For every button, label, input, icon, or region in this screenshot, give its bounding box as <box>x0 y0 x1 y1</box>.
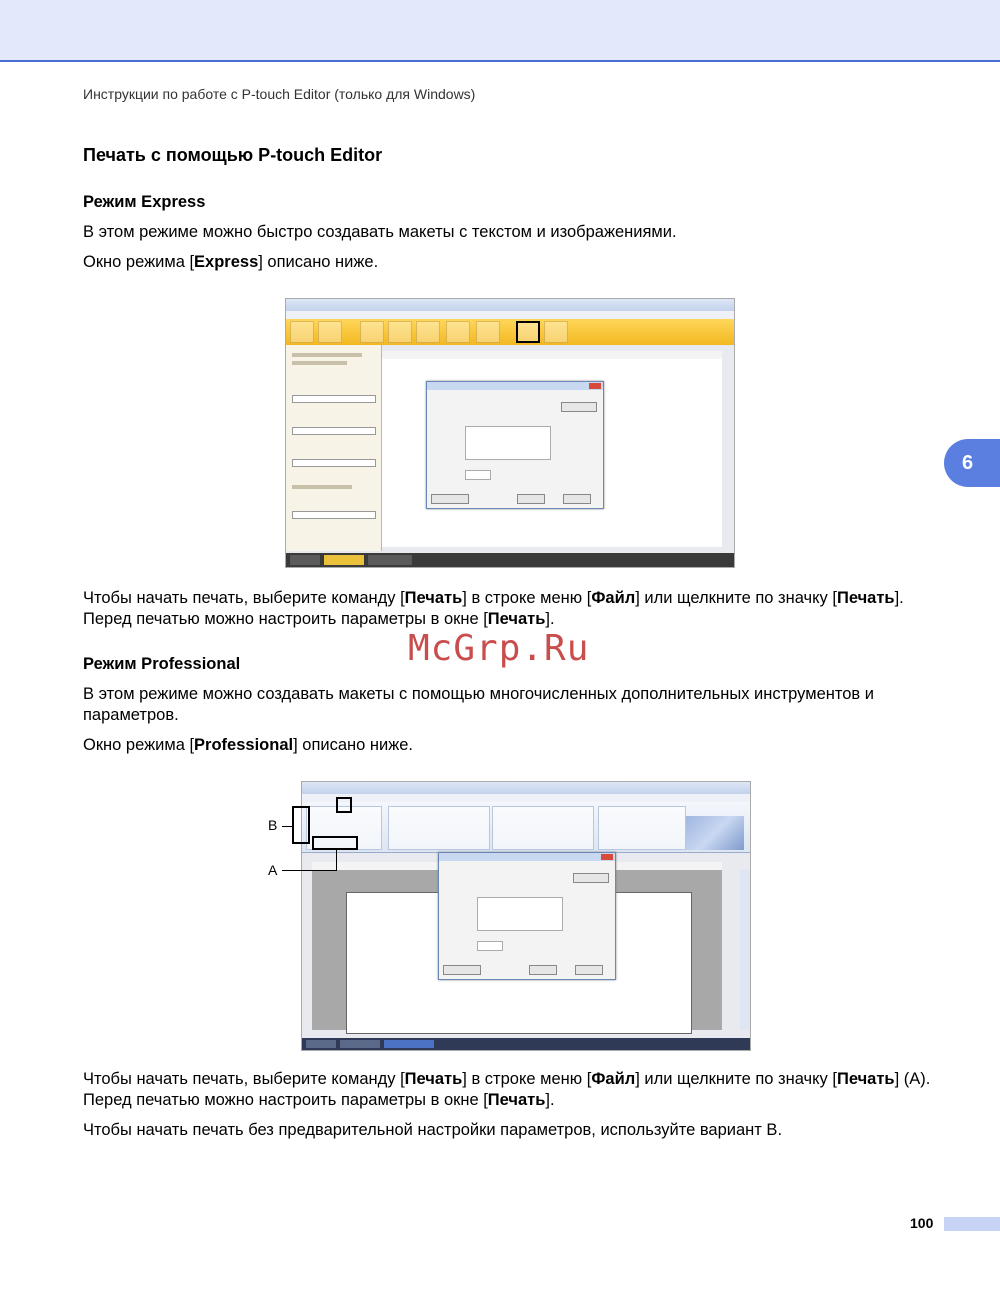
professional-para1: В этом режиме можно создавать макеты с помощью многочисленных дополнительных инструментов и параметров. <box>83 685 874 724</box>
header-band <box>0 0 1000 62</box>
print-dialog <box>438 852 616 980</box>
window-titlebar <box>302 782 750 794</box>
caption-bold: Файл <box>591 589 636 607</box>
panel-line <box>292 485 352 489</box>
layout-button <box>476 321 500 343</box>
dialog-titlebar <box>427 382 603 390</box>
professional-mode-name: Professional <box>194 736 294 754</box>
close-icon <box>589 383 601 389</box>
express-tab <box>324 555 364 565</box>
caption-text: ] (A). Перед печатью можно настроить параметры в окне [ <box>83 1070 931 1109</box>
save-button <box>544 321 568 343</box>
paper-group <box>388 806 490 850</box>
express-para2 <box>83 252 943 273</box>
dialog-cancel-button <box>575 965 603 975</box>
callout-bracket <box>292 806 310 844</box>
caption-bold: Печать <box>404 589 463 607</box>
chapter-tab <box>944 439 1000 487</box>
print-dialog <box>426 381 604 509</box>
text-button <box>360 321 384 343</box>
dialog-print-button <box>517 494 545 504</box>
express-heading: Режим Express <box>83 193 206 211</box>
panel-field <box>292 427 376 435</box>
callout-a-label: A <box>268 862 278 878</box>
express-statusbar <box>286 553 734 567</box>
caption-text: Чтобы начать печать, выберите команду [ <box>83 1070 405 1088</box>
caption-bold: Печать <box>836 589 895 607</box>
caption-bold: Печать <box>487 1091 546 1109</box>
page-number: 100 <box>910 1215 934 1231</box>
panel-field <box>292 459 376 467</box>
dialog-print-button <box>529 965 557 975</box>
professional-caption <box>83 1069 943 1111</box>
dialog-cancel-button <box>563 494 591 504</box>
caption-text: ]. <box>545 1091 555 1109</box>
caption-text: ] в строке меню [ <box>462 589 592 607</box>
panel-field <box>292 395 376 403</box>
caption-text: ] в строке меню [ <box>462 1070 592 1088</box>
properties-panel <box>286 345 382 551</box>
express-tab <box>340 1040 380 1048</box>
professional-tab <box>384 1040 434 1048</box>
chapter-number: 6 <box>962 451 974 474</box>
symbols-button <box>446 321 470 343</box>
express-mode-name: Express <box>194 253 259 271</box>
print-button <box>516 321 540 343</box>
window-titlebar <box>286 299 734 311</box>
options-box <box>477 897 563 931</box>
frame-button <box>388 321 412 343</box>
caption-text: ]. Перед печатью можно настроить параметры в окне [ <box>83 589 904 628</box>
callout-a-box <box>336 797 352 813</box>
properties-button <box>561 402 597 412</box>
caption-bold: Файл <box>591 1070 636 1088</box>
caption-text: Чтобы начать печать, выберите команду [ <box>83 589 405 607</box>
panel-line <box>292 353 362 357</box>
callout-b-box <box>312 836 358 850</box>
properties-button <box>573 873 609 883</box>
professional-para2 <box>83 735 943 756</box>
professional-statusbar <box>302 1038 750 1050</box>
callout-b-label: B <box>268 817 278 833</box>
professional-tab <box>368 555 412 565</box>
professional-mode-screenshot <box>301 781 751 1051</box>
font-group <box>492 806 594 850</box>
snap-tab <box>290 555 320 565</box>
dialog-titlebar <box>439 853 615 861</box>
express-caption <box>83 588 943 630</box>
closing-paragraph: Чтобы начать печать без предварительной настройки параметров, используйте вариант B. <box>83 1121 783 1139</box>
side-strip <box>740 870 750 1030</box>
close-icon <box>601 854 613 860</box>
alignment-group <box>598 806 686 850</box>
express-para1: В этом режиме можно быстро создавать макеты с текстом и изображениями. <box>83 223 677 241</box>
caption-bold: Печать <box>404 1070 463 1088</box>
print-preview-button <box>443 965 481 975</box>
callout-a-leader <box>336 850 337 870</box>
panel-line <box>292 361 347 365</box>
professional-para2-c: ] описано ниже. <box>293 736 414 754</box>
window-menubar <box>302 794 750 802</box>
image-button <box>416 321 440 343</box>
caption-bold: Печать <box>487 610 546 628</box>
running-head: Инструкции по работе с P-touch Editor (только для Windows) <box>83 86 476 102</box>
express-para2-c: ] описано ниже. <box>258 253 379 271</box>
caption-bold: Печать <box>836 1070 895 1088</box>
express-para2-a: Окно режима [ <box>83 253 195 271</box>
callout-a-leader <box>282 870 337 871</box>
copies-field <box>477 941 503 951</box>
options-box <box>465 426 551 460</box>
window-menubar <box>286 311 734 319</box>
caption-text: ]. <box>545 610 555 628</box>
panel-field <box>292 511 376 519</box>
express-mode-screenshot <box>285 298 735 568</box>
paper-button <box>318 321 342 343</box>
professional-para2-a: Окно режима [ <box>83 736 195 754</box>
caption-text: ] или щелкните по значку [ <box>635 589 837 607</box>
new-layout-button <box>290 321 314 343</box>
express-ribbon <box>286 319 734 345</box>
snap-tab <box>306 1040 336 1048</box>
professional-heading: Режим Professional <box>83 655 241 673</box>
print-preview-button <box>431 494 469 504</box>
callout-b-leader <box>282 826 294 827</box>
section-title: Печать с помощью P-touch Editor <box>83 145 383 165</box>
caption-text: ] или щелкните по значку [ <box>635 1070 837 1088</box>
watermark: McGrp.Ru <box>408 628 590 669</box>
page-number-bar <box>944 1217 1000 1231</box>
copies-field <box>465 470 491 480</box>
banner-graphic <box>686 816 744 850</box>
